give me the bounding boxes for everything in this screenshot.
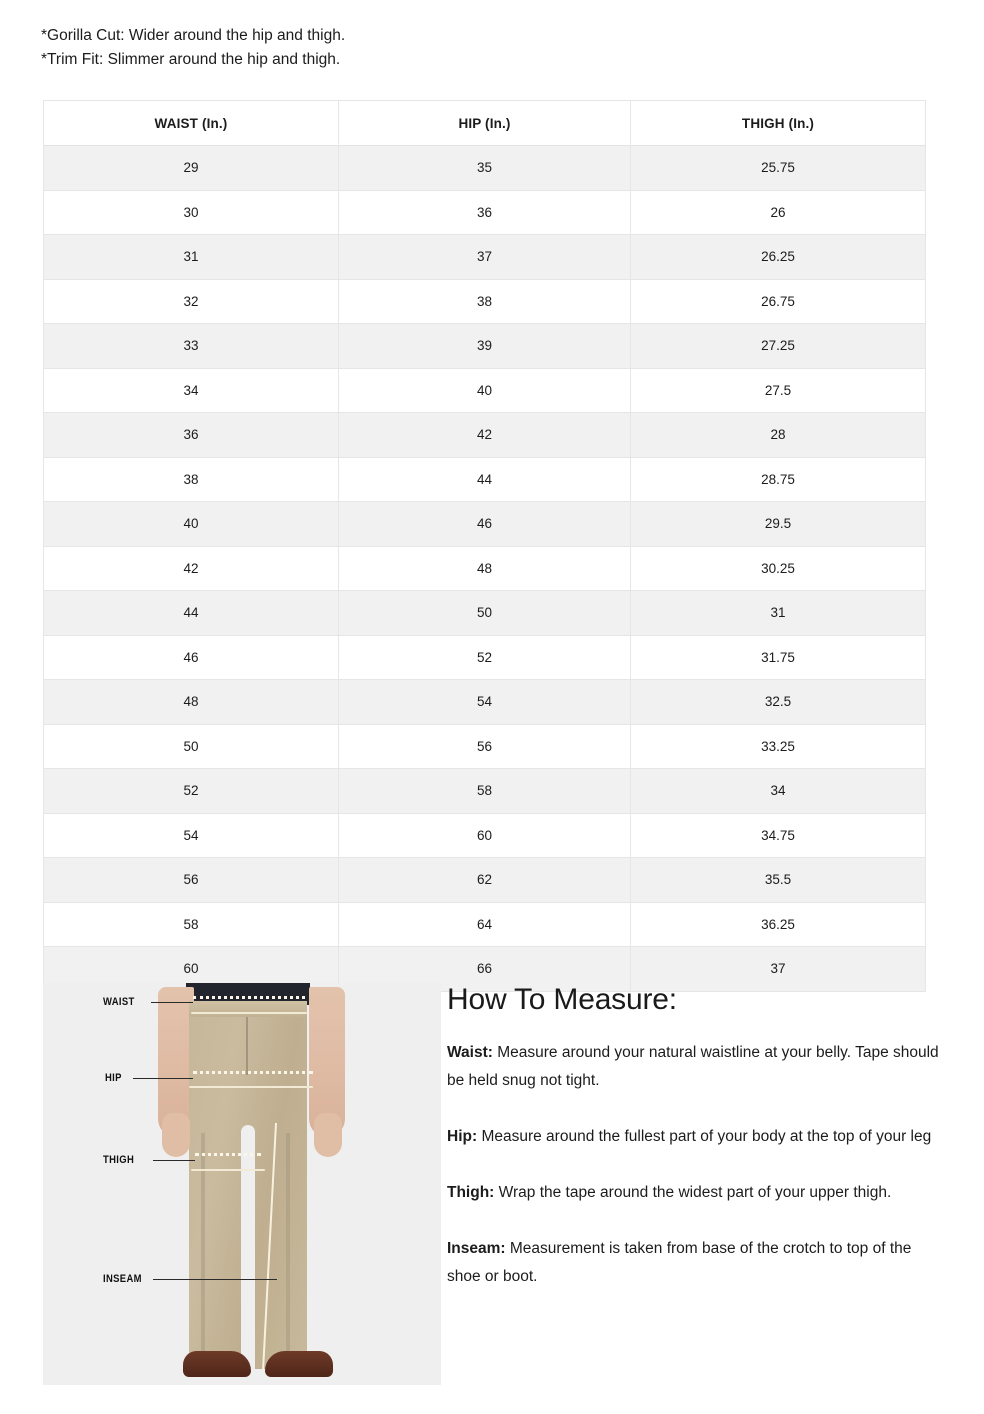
measure-term: Inseam: bbox=[447, 1240, 506, 1257]
diagram-label-inseam: INSEAM bbox=[103, 1273, 142, 1285]
pants-fly-seam bbox=[246, 1017, 248, 1075]
table-row bbox=[44, 813, 926, 858]
cell-thigh: 35.5 bbox=[631, 858, 926, 903]
cell-thigh: 26 bbox=[631, 190, 926, 235]
table-row bbox=[44, 146, 926, 191]
cell-waist: 32 bbox=[44, 279, 339, 324]
cell-thigh: 34 bbox=[631, 769, 926, 814]
size-chart-body bbox=[44, 146, 926, 992]
cell-hip: 37 bbox=[339, 235, 631, 280]
diagram-label-thigh: THIGH bbox=[103, 1154, 135, 1166]
cell-waist: 38 bbox=[44, 457, 339, 502]
waist-measure-dotted-line bbox=[193, 996, 305, 999]
hand-right bbox=[314, 1113, 342, 1157]
measure-instruction bbox=[447, 1179, 941, 1207]
cell-waist: 48 bbox=[44, 680, 339, 725]
shoe-right bbox=[265, 1351, 333, 1377]
cell-hip: 52 bbox=[339, 635, 631, 680]
cell-waist: 54 bbox=[44, 813, 339, 858]
pants-leg-crease-right bbox=[286, 1133, 290, 1363]
cell-hip: 58 bbox=[339, 769, 631, 814]
cell-thigh: 29.5 bbox=[631, 502, 926, 547]
table-row bbox=[44, 368, 926, 413]
cell-waist: 50 bbox=[44, 724, 339, 769]
size-chart-table bbox=[43, 100, 926, 992]
cell-thigh: 28 bbox=[631, 413, 926, 458]
fit-note-trim-fit: *Trim Fit: Slimmer around the hip and thigh. bbox=[41, 51, 341, 68]
cell-waist: 44 bbox=[44, 591, 339, 636]
cell-waist: 34 bbox=[44, 368, 339, 413]
hand-left bbox=[162, 1113, 190, 1157]
cell-hip: 36 bbox=[339, 190, 631, 235]
cell-thigh: 33.25 bbox=[631, 724, 926, 769]
measure-instruction bbox=[447, 1235, 941, 1291]
cell-hip: 40 bbox=[339, 368, 631, 413]
cell-thigh: 34.75 bbox=[631, 813, 926, 858]
cell-hip: 56 bbox=[339, 724, 631, 769]
cell-hip: 44 bbox=[339, 457, 631, 502]
table-row bbox=[44, 680, 926, 725]
cell-waist: 36 bbox=[44, 413, 339, 458]
cell-waist: 52 bbox=[44, 769, 339, 814]
cell-hip: 66 bbox=[339, 947, 631, 992]
cell-hip: 42 bbox=[339, 413, 631, 458]
table-row bbox=[44, 457, 926, 502]
cell-thigh: 28.75 bbox=[631, 457, 926, 502]
how-to-measure-list bbox=[447, 1039, 941, 1291]
cell-thigh: 37 bbox=[631, 947, 926, 992]
cell-hip: 62 bbox=[339, 858, 631, 903]
measure-term: Hip: bbox=[447, 1128, 478, 1145]
cell-thigh: 31 bbox=[631, 591, 926, 636]
cell-waist: 40 bbox=[44, 502, 339, 547]
cell-thigh: 27.25 bbox=[631, 324, 926, 369]
cell-thigh: 26.25 bbox=[631, 235, 926, 280]
cell-thigh: 26.75 bbox=[631, 279, 926, 324]
table-row bbox=[44, 413, 926, 458]
cell-hip: 38 bbox=[339, 279, 631, 324]
size-chart-head bbox=[44, 101, 926, 146]
cell-thigh: 32.5 bbox=[631, 680, 926, 725]
cell-waist: 42 bbox=[44, 546, 339, 591]
cell-hip: 46 bbox=[339, 502, 631, 547]
table-row bbox=[44, 235, 926, 280]
cell-thigh: 25.75 bbox=[631, 146, 926, 191]
cell-thigh: 31.75 bbox=[631, 635, 926, 680]
pants-waistband bbox=[189, 1001, 307, 1017]
table-row bbox=[44, 858, 926, 903]
measure-description: Measure around the fullest part of your body at the top of your leg bbox=[477, 1128, 932, 1145]
cell-waist: 33 bbox=[44, 324, 339, 369]
column-header-waist: WAIST (In.) bbox=[44, 101, 339, 146]
waist-measure-line bbox=[191, 1012, 307, 1014]
column-header-thigh: THIGH (In.) bbox=[631, 101, 926, 146]
table-row bbox=[44, 902, 926, 947]
thigh-measure-line bbox=[191, 1169, 265, 1171]
measure-description: Measure around your natural waistline at your belly. Tape should be held snug not tight. bbox=[447, 1044, 939, 1089]
measure-instruction bbox=[447, 1039, 941, 1095]
table-row bbox=[44, 635, 926, 680]
cell-thigh: 36.25 bbox=[631, 902, 926, 947]
cell-hip: 35 bbox=[339, 146, 631, 191]
how-to-measure-pane bbox=[447, 983, 941, 1291]
measure-term: Waist: bbox=[447, 1044, 493, 1061]
measure-section bbox=[43, 983, 941, 1388]
measure-instruction bbox=[447, 1123, 941, 1151]
measure-description: Wrap the tape around the widest part of your upper thigh. bbox=[494, 1184, 892, 1201]
diagram-label-waist: WAIST bbox=[103, 996, 135, 1008]
fit-notes bbox=[41, 24, 921, 72]
cell-hip: 60 bbox=[339, 813, 631, 858]
table-row bbox=[44, 591, 926, 636]
cell-hip: 64 bbox=[339, 902, 631, 947]
measure-term: Thigh: bbox=[447, 1184, 495, 1201]
inseam-leader-line bbox=[153, 1279, 277, 1280]
cell-hip: 50 bbox=[339, 591, 631, 636]
hip-measure-line bbox=[189, 1086, 313, 1088]
cell-waist: 30 bbox=[44, 190, 339, 235]
table-row bbox=[44, 769, 926, 814]
cell-waist: 58 bbox=[44, 902, 339, 947]
table-row bbox=[44, 279, 926, 324]
cell-thigh: 30.25 bbox=[631, 546, 926, 591]
thigh-leader-line bbox=[153, 1160, 195, 1161]
table-row bbox=[44, 546, 926, 591]
cell-waist: 46 bbox=[44, 635, 339, 680]
table-row bbox=[44, 324, 926, 369]
fit-note-gorilla-cut: *Gorilla Cut: Wider around the hip and thigh. bbox=[41, 27, 346, 44]
table-row bbox=[44, 502, 926, 547]
cell-hip: 39 bbox=[339, 324, 631, 369]
pants-leg-gap bbox=[241, 1125, 255, 1371]
pants-leg-crease-left bbox=[201, 1133, 205, 1363]
measurement-diagram-image bbox=[43, 983, 441, 1385]
cell-waist: 60 bbox=[44, 947, 339, 992]
cell-waist: 56 bbox=[44, 858, 339, 903]
cell-waist: 31 bbox=[44, 235, 339, 280]
measure-description: Measurement is taken from base of the crotch to top of the shoe or boot. bbox=[447, 1240, 912, 1285]
cell-hip: 48 bbox=[339, 546, 631, 591]
table-header-row bbox=[44, 101, 926, 146]
cell-hip: 54 bbox=[339, 680, 631, 725]
waist-leader-line bbox=[151, 1002, 193, 1003]
how-to-measure-title: How To Measure: bbox=[447, 983, 677, 1016]
hip-leader-line bbox=[133, 1078, 193, 1079]
cell-waist: 29 bbox=[44, 146, 339, 191]
diagram-figure bbox=[43, 983, 441, 1385]
hip-measure-dotted-line bbox=[193, 1071, 313, 1074]
column-header-hip: HIP (In.) bbox=[339, 101, 631, 146]
shoe-left bbox=[183, 1351, 251, 1377]
cell-thigh: 27.5 bbox=[631, 368, 926, 413]
diagram-label-hip: HIP bbox=[105, 1072, 122, 1084]
table-row bbox=[44, 190, 926, 235]
thigh-measure-dotted-line bbox=[195, 1153, 261, 1156]
table-row bbox=[44, 724, 926, 769]
